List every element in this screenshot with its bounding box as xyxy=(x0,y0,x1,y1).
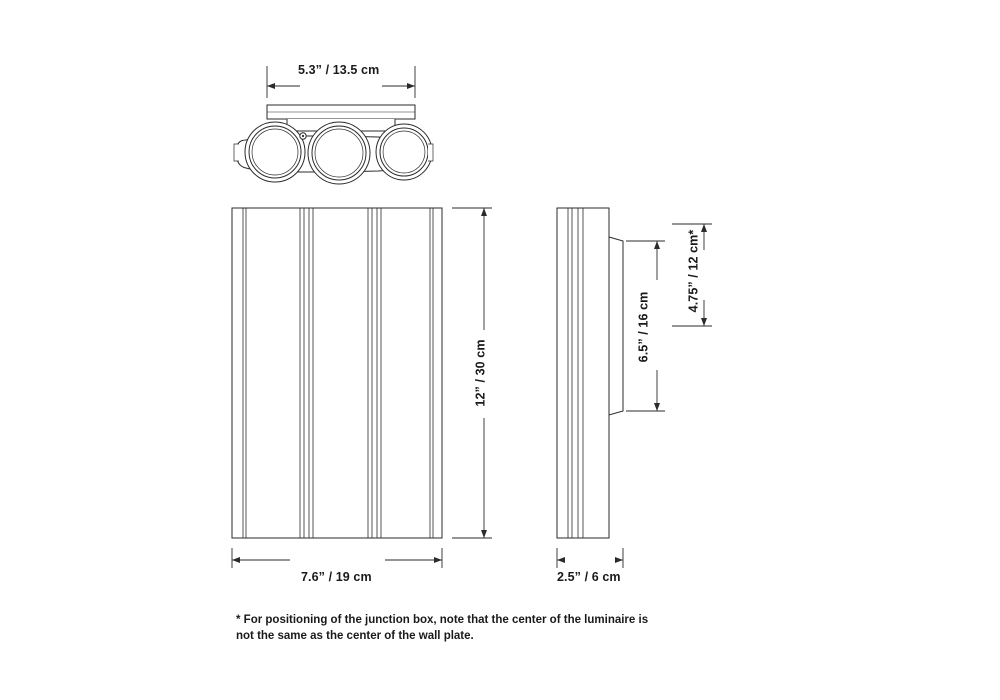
front-view-geometry xyxy=(232,208,442,538)
top-view-geometry xyxy=(234,105,433,184)
front-height-label: 12” / 30 cm xyxy=(473,339,488,407)
side-body-height-label: 6.5” / 16 cm xyxy=(636,291,651,363)
side-view-geometry xyxy=(557,208,623,538)
front-width-dimension xyxy=(232,548,442,568)
side-offset-height-label: 4.75” / 12 cm* xyxy=(686,229,701,313)
front-width-label: 7.6” / 19 cm xyxy=(301,570,372,584)
side-width-label: 2.5” / 6 cm xyxy=(557,570,621,584)
side-width-dimension xyxy=(557,548,623,568)
footnote-text: * For positioning of the junction box, note that the center of the luminaire is not the same as the center of the wall plate. xyxy=(236,614,649,642)
top-width-label: 5.3” / 13.5 cm xyxy=(298,63,380,77)
